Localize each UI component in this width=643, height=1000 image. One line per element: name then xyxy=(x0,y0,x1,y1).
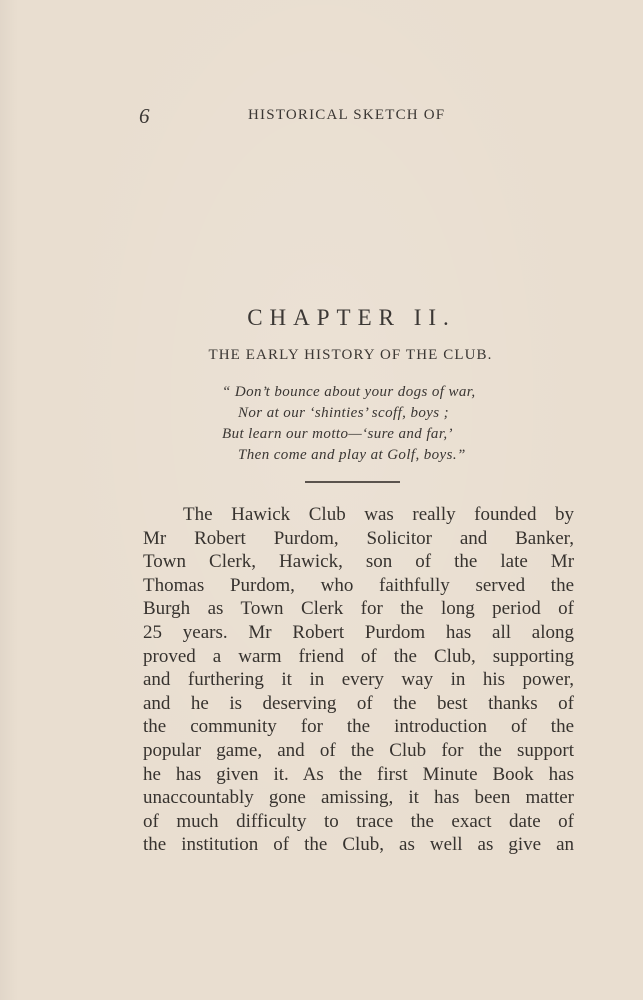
running-header xyxy=(0,104,643,128)
body-line: Town Clerk, Hawick, son of the late Mr xyxy=(143,551,575,573)
body-line: popular game, and of the Club for the support xyxy=(143,739,575,761)
body-line: Mr Robert Purdom, Solicitor and Banker, xyxy=(143,527,574,549)
body-line: of much difficulty to trace the exact date of xyxy=(143,810,575,832)
body-line: and furthering it in every way in his power, xyxy=(143,669,575,691)
page-number: 6 xyxy=(139,104,150,128)
body-line: and he is deserving of the best thanks of xyxy=(143,692,574,714)
body-line: unaccountably gone amissing, it has been matter xyxy=(143,787,574,809)
epigraph-line: Nor at our ‘shinties’ scoff, boys ; xyxy=(238,405,450,421)
body-paragraph xyxy=(143,503,574,857)
body-line: the institution of the Club, as well as give an xyxy=(143,834,575,856)
chapter-subtitle: THE EARLY HISTORY OF THE CLUB. xyxy=(208,347,493,363)
body-line: 25 years. Mr Robert Purdom has all along xyxy=(143,621,575,643)
body-line: The Hawick Club was really founded by xyxy=(183,504,574,525)
body-line: Thomas Purdom, who faithfully served the xyxy=(143,574,575,596)
body-line: Burgh as Town Clerk for the long period of xyxy=(143,598,574,620)
chapter-title: CHAPTER II. xyxy=(247,305,456,330)
epigraph-line: “ Don’t bounce about your dogs of war, xyxy=(222,384,476,400)
body-line: proved a warm friend of the Club, supporting xyxy=(143,645,574,667)
epigraph-line: Then come and play at Golf, boys.” xyxy=(238,447,466,463)
body-line: the community for the introduction of the xyxy=(143,716,574,738)
body-line: he has given it. As the first Minute Book has xyxy=(143,763,574,785)
epigraph-line: But learn our motto—‘sure and far,’ xyxy=(222,426,453,442)
section-divider xyxy=(305,481,400,483)
running-title: HISTORICAL SKETCH OF xyxy=(248,107,446,123)
